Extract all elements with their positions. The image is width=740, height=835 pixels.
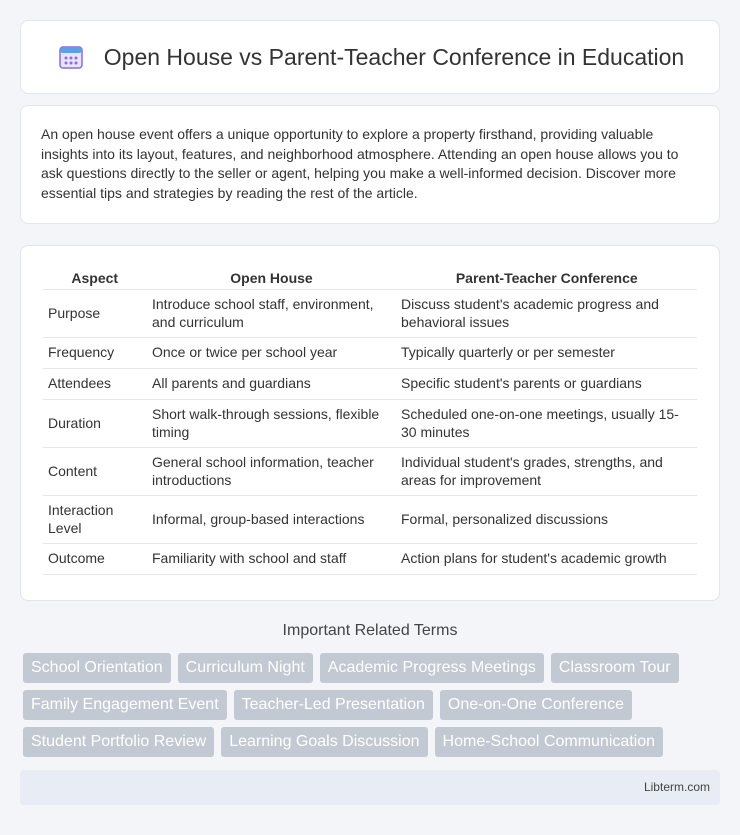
tag-row (23, 690, 723, 720)
row-conference: Scheduled one-on-one meetings, usually 15-30 minutes (396, 400, 697, 448)
tag-academic-progress-meetings[interactable]: Academic Progress Meetings (320, 653, 544, 683)
row-aspect: Duration (43, 400, 147, 448)
tag-student-portfolio-review[interactable]: Student Portfolio Review (23, 727, 214, 757)
header-card (20, 20, 720, 94)
row-aspect: Purpose (43, 290, 147, 338)
row-aspect: Outcome (43, 544, 147, 575)
row-open-house: Informal, group-based interactions (147, 496, 396, 544)
row-aspect: Frequency (43, 338, 147, 369)
header-aspect: Aspect (43, 265, 147, 290)
row-open-house: Short walk-through sessions, flexible timing (147, 400, 396, 448)
tag-teacher-led-presentation[interactable]: Teacher-Led Presentation (234, 690, 433, 720)
tag-classroom-tour[interactable]: Classroom Tour (551, 653, 679, 683)
tag-one-on-one-conference[interactable]: One-on-One Conference (440, 690, 632, 720)
table-row (43, 290, 697, 338)
tag-row (23, 727, 723, 757)
row-open-house: Introduce school staff, environment, and curriculum (147, 290, 396, 338)
tag-row (23, 653, 723, 683)
row-aspect: Attendees (43, 369, 147, 400)
row-open-house: General school information, teacher introductions (147, 448, 396, 496)
header-open-house: Open House (147, 265, 396, 290)
tag-home-school-communication[interactable]: Home-School Communication (435, 727, 664, 757)
related-terms-title: Important Related Terms (282, 622, 458, 639)
table-header-row (43, 265, 697, 290)
row-conference: Individual student's grades, strengths, and areas for improvement (396, 448, 697, 496)
intro-text: An open house event offers a unique opportunity to explore a property firsthand, providing valuable insights into its layout, features, and neighborhood atmosphere. Attending an open house allows you to ask questions directly to the seller or agent, helping you make a well-informed decision. Discover more essential tips and strategies by reading the rest of the article. (41, 126, 679, 201)
row-aspect: Interaction Level (43, 496, 147, 544)
tag-family-engagement-event[interactable]: Family Engagement Event (23, 690, 227, 720)
row-conference: Formal, personalized discussions (396, 496, 697, 544)
row-conference: Action plans for student's academic growth (396, 544, 697, 575)
table-row (43, 544, 697, 575)
table-row (43, 496, 697, 544)
tag-learning-goals-discussion[interactable]: Learning Goals Discussion (221, 727, 427, 757)
comparison-card (20, 245, 720, 601)
table-row (43, 448, 697, 496)
intro-card (20, 105, 720, 224)
row-aspect: Content (43, 448, 147, 496)
calendar-icon (56, 42, 86, 72)
tag-school-orientation[interactable]: School Orientation (23, 653, 171, 683)
table-row (43, 400, 697, 448)
header-conference: Parent-Teacher Conference (396, 265, 697, 290)
row-conference: Specific student's parents or guardians (396, 369, 697, 400)
footer (20, 770, 720, 805)
tag-curriculum-night[interactable]: Curriculum Night (178, 653, 313, 683)
related-terms-tags (23, 653, 723, 764)
footer-link[interactable]: Libterm.com (643, 780, 710, 794)
row-conference: Typically quarterly or per semester (396, 338, 697, 369)
row-open-house: Once or twice per school year (147, 338, 396, 369)
page-title: Open House vs Parent-Teacher Conference in Education (103, 43, 685, 70)
comparison-table (43, 265, 697, 575)
row-open-house: Familiarity with school and staff (147, 544, 396, 575)
row-open-house: All parents and guardians (147, 369, 396, 400)
table-row (43, 369, 697, 400)
row-conference: Discuss student's academic progress and behavioral issues (396, 290, 697, 338)
table-row (43, 338, 697, 369)
